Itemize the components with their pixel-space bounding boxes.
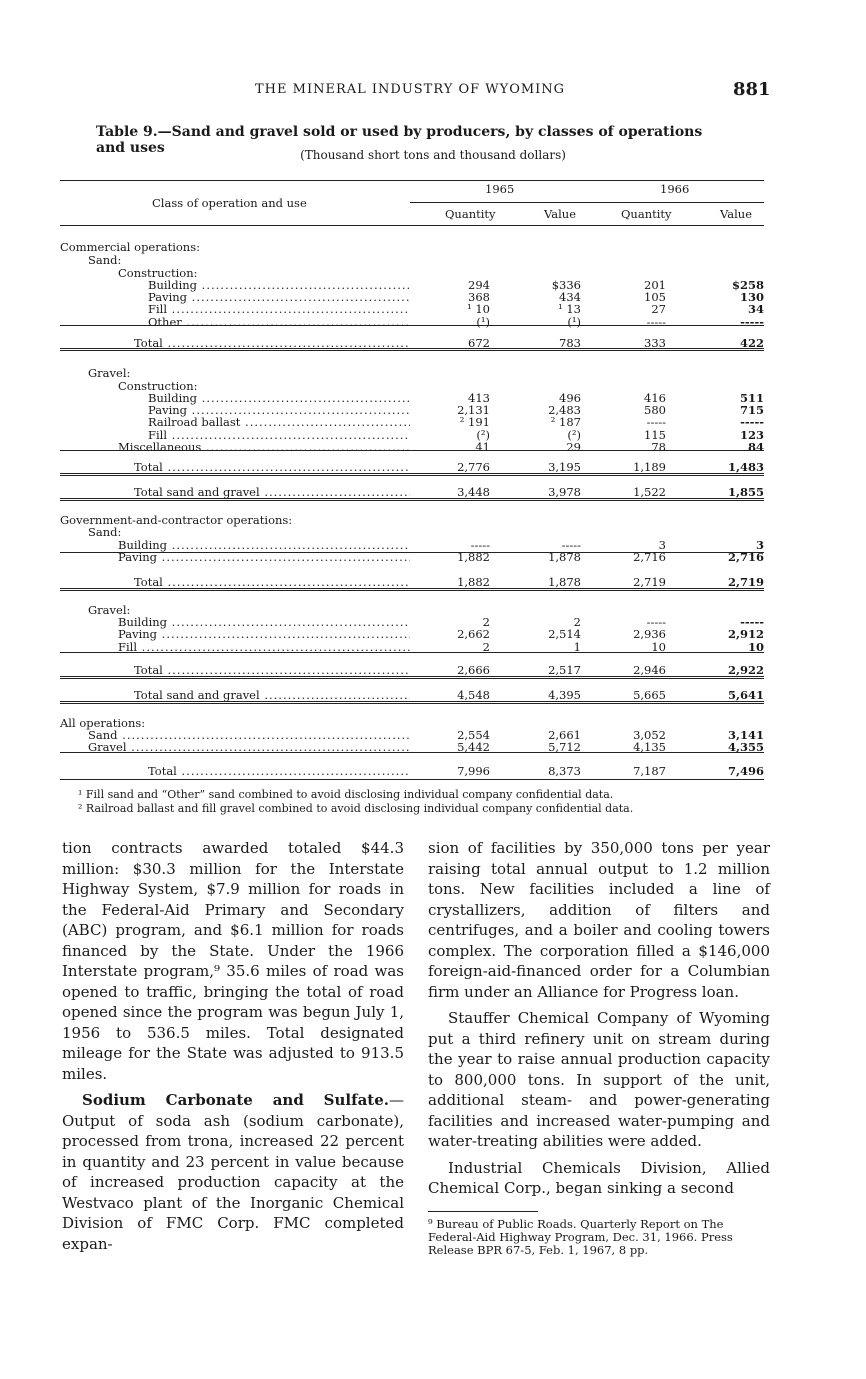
table-cell: ----- (740, 615, 764, 629)
table-title: Table 9.—Sand and gravel sold or used by producers, by classes of operations and uses (96, 124, 703, 156)
table-cell: $258 (731, 278, 764, 292)
row-label: Total ..... (148, 766, 410, 778)
row-label: Gravel ..... (88, 742, 410, 754)
table-cell: 2,514 (548, 627, 581, 641)
table-cell: 1,522 (633, 485, 666, 499)
table-cell: 422 (739, 336, 764, 350)
table-rule (60, 752, 764, 753)
table-cell: 130 (739, 290, 764, 304)
year-1966: 1966 (660, 182, 690, 196)
row-label: Government-and-contractor operations: (60, 513, 293, 527)
table-cell: 2,716 (727, 550, 764, 564)
year-1965: 1965 (485, 182, 515, 196)
table-rule (60, 498, 764, 501)
table-cell: ----- (470, 538, 490, 552)
table-cell: 413 (468, 391, 490, 405)
table-cell: ² 187 (550, 415, 581, 429)
table-cell: 368 (468, 290, 490, 304)
table-cell: 5,712 (548, 740, 581, 754)
table-cell: 2 (573, 615, 581, 629)
table-cell: 5,641 (727, 688, 764, 702)
row-label: Total ..... (134, 665, 410, 677)
table-cell: 294 (468, 278, 490, 292)
table-cell: 1,189 (633, 460, 666, 474)
row-label: Building ..... (148, 280, 410, 292)
table-cell: 34 (747, 302, 764, 316)
row-label: Building ..... (118, 540, 410, 552)
footnote-rule (428, 1211, 538, 1212)
row-label: Miscellaneous ..... (118, 442, 410, 454)
table-cell: 78 (651, 440, 666, 454)
table-cell: 4,355 (727, 740, 764, 754)
table-cell: 2,662 (457, 627, 490, 641)
table-cell: 672 (468, 336, 490, 350)
table-cell: 783 (559, 336, 581, 350)
left-paragraph-1: tion contracts awarded totaled $44.3 million: $30.3 million for the Interstate Highway System, $7.9 million for roads in the Federal-Aid Primary and Secondary (ABC) program, and $6.1 million for roads financed by the State. Under the 1966 Interstate program,⁹ 35.6 miles of road was opened to traffic, bringing the total of road opened since the program was begun July 1, 1956 to 536.5 miles. Total designated mileage for the State was adjusted to 913.5 miles. (62, 839, 404, 1083)
row-label: Gravel: (88, 603, 131, 617)
table-cell: 7,996 (457, 764, 490, 778)
table-cell: ¹ 13 (558, 302, 581, 316)
row-label: Paving ..... (148, 405, 410, 417)
table-cell: 41 (475, 440, 490, 454)
table-cell: 10 (651, 640, 666, 654)
page-footnote: ⁹ Bureau of Public Roads. Quarterly Report on The Federal-Aid Highway Program, Dec. 31, 1966. Press Release BPR 67-5, Feb. 1, 1967, 8 pp. (428, 1217, 733, 1257)
table-cell: 416 (644, 391, 666, 405)
table-cell: 1,855 (727, 485, 764, 499)
table-cell: 8,373 (548, 764, 581, 778)
table-cell: ----- (646, 315, 666, 329)
right-paragraph-1: sion of facilities by 350,000 tons per year raising total annual output to 1.2 million tons. New facilities included a line of crystallizers, addition of filters and centrifuges, and a boiler and cooling towers complex. The corporation filled a $146,000 foreign-aid-financed order for a Columbian firm under an Alliance for Progress loan. (428, 839, 770, 1001)
table-cell: (¹) (567, 315, 581, 329)
row-label: Sand ..... (88, 730, 410, 742)
table-cell: 2,483 (548, 403, 581, 417)
section-heading: Sodium Carbonate and Sulfate. (82, 1091, 389, 1109)
table-cell: 5,665 (633, 688, 666, 702)
table-top-rule (60, 180, 764, 181)
running-head (0, 79, 866, 102)
table-cell: 123 (739, 428, 764, 442)
table-cell: 1 (573, 640, 581, 654)
table-cell: 3,448 (457, 485, 490, 499)
table-rule (60, 552, 764, 553)
table-cell: (²) (476, 428, 490, 442)
table-cell: ----- (740, 415, 764, 429)
row-label: Fill ..... (148, 430, 410, 442)
page-number: 881 (733, 79, 771, 100)
table-cell: 10 (747, 640, 764, 654)
header-value-1966: Value (720, 207, 752, 221)
table-cell: 1,882 (457, 575, 490, 589)
table-cell: 2,719 (633, 575, 666, 589)
table-cell: (¹) (476, 315, 490, 329)
table-cell: 7,496 (727, 764, 764, 778)
table-cell: 496 (559, 391, 581, 405)
table-cell: 2 (482, 640, 490, 654)
table-cell: 115 (644, 428, 666, 442)
table-cell: 201 (644, 278, 666, 292)
table-footnotes (78, 788, 633, 816)
stub-header: Class of operation and use (152, 196, 307, 210)
table-cell: ----- (740, 315, 764, 329)
table-cell: 3 (755, 538, 764, 552)
table-rule (60, 779, 764, 780)
row-label: Railroad ballast ..... (148, 417, 410, 429)
table-cell: 2,554 (457, 728, 490, 742)
table-cell: 2,912 (727, 627, 764, 641)
row-label: Gravel: (88, 366, 131, 380)
header-rule (60, 225, 764, 226)
row-label: Building ..... (118, 617, 410, 629)
table-rule (60, 348, 764, 351)
row-label: Construction: (118, 379, 198, 393)
table-cell: ² 191 (459, 415, 490, 429)
row-label: Fill ..... (118, 642, 410, 654)
row-label: Sand: (88, 525, 122, 539)
table-cell: 105 (644, 290, 666, 304)
table-cell: 2,946 (633, 663, 666, 677)
row-label: Construction: (118, 266, 198, 280)
row-label: Total ..... (134, 338, 410, 350)
table-cell: $336 (551, 278, 581, 292)
table-cell: 1,878 (548, 575, 581, 589)
table-cell: 84 (747, 440, 764, 454)
table-cell: 2,716 (633, 550, 666, 564)
header-quantity-1966: Quantity (621, 207, 672, 221)
table-rule (60, 676, 764, 679)
footnote-2: ² Railroad ballast and fill gravel combined to avoid disclosing individual company confidential data. (78, 802, 634, 815)
right-paragraph-3: Industrial Chemicals Division, Allied Chemical Corp., began sinking a second (428, 1158, 770, 1197)
table-cell: 2,936 (633, 627, 666, 641)
left-paragraph-2-text: —Output of soda ash (sodium carbonate), processed from trona, increased 22 percent in quantity and 23 percent in value because of increased production capacity at the Westvaco plant of the Inorganic Chemical Division of FMC Corp. FMC completed expan- (62, 1091, 404, 1253)
table-cell: 2,517 (548, 663, 581, 677)
table-cell: ----- (561, 538, 581, 552)
table-cell: 5,442 (457, 740, 490, 754)
table-cell: 3 (658, 538, 666, 552)
row-label: Commercial operations: (60, 240, 200, 254)
table-cell: 29 (566, 440, 581, 454)
table-cell: 2,776 (457, 460, 490, 474)
table-cell: 27 (651, 302, 666, 316)
table-cell: 7,187 (633, 764, 666, 778)
table-cell: 3,978 (548, 485, 581, 499)
table-cell: 2 (482, 615, 490, 629)
footnote-1: ¹ Fill sand and “Other” sand combined to avoid disclosing individual company confidential data. (78, 788, 614, 801)
row-label: Paving ..... (118, 629, 410, 641)
table-cell: ¹ 10 (467, 302, 490, 316)
row-label: Building ..... (148, 393, 410, 405)
table-cell: 1,882 (457, 550, 490, 564)
year-rule (410, 202, 764, 203)
table-cell: 3,195 (548, 460, 581, 474)
table-rule (60, 588, 764, 591)
header-quantity-1965: Quantity (445, 207, 496, 221)
table-rule (60, 701, 764, 704)
row-label: All operations: (60, 716, 146, 730)
row-label: Paving ..... (148, 292, 410, 304)
table-rule (60, 450, 764, 451)
right-column (428, 838, 770, 1205)
table-cell: ----- (646, 615, 666, 629)
table-rule (60, 325, 764, 326)
row-label: Total ..... (134, 577, 410, 589)
table-cell: 2,131 (457, 403, 490, 417)
table-cell: 511 (739, 391, 764, 405)
table-cell: 333 (644, 336, 666, 350)
table-cell: 1,483 (727, 460, 764, 474)
table-cell: 4,135 (633, 740, 666, 754)
table-cell: 2,666 (457, 663, 490, 677)
table-cell: 4,548 (457, 688, 490, 702)
table-rule (60, 473, 764, 476)
running-title: THE MINERAL INDUSTRY OF WYOMING (255, 82, 566, 97)
header-value-1965: Value (544, 207, 576, 221)
row-label: Paving ..... (118, 552, 410, 564)
table-cell: 2,922 (727, 663, 764, 677)
table-cell: 3,052 (633, 728, 666, 742)
row-label: Other ..... (148, 317, 410, 329)
table-cell: ----- (646, 415, 666, 429)
table-cell: 580 (644, 403, 666, 417)
table-cell: 2,661 (548, 728, 581, 742)
left-paragraph-2 (62, 1090, 404, 1254)
table-cell: 1,878 (548, 550, 581, 564)
table-rule (60, 652, 764, 653)
row-label: Total sand and gravel ..... (134, 690, 410, 702)
row-label: Sand: (88, 253, 122, 267)
right-paragraph-2: Stauffer Chemical Company of Wyoming put a third refinery unit on stream during the year to raise annual production capacity to 800,000 tons. In support of the unit, additional steam- and power-generating facilities and increased water-pumping and water-treating abilities were added. (428, 1009, 770, 1150)
table-cell: 434 (559, 290, 581, 304)
table-cell: 2,719 (727, 575, 764, 589)
table-cell: 3,141 (727, 728, 764, 742)
row-label: Fill ..... (148, 304, 410, 316)
table-subtitle: (Thousand short tons and thousand dollars) (300, 148, 566, 162)
left-column (62, 838, 404, 1260)
table-cell: 4,395 (548, 688, 581, 702)
row-label: Total sand and gravel ..... (134, 487, 410, 499)
row-label: Total ..... (134, 462, 410, 474)
table-cell: 715 (739, 403, 764, 417)
table-cell: (²) (567, 428, 581, 442)
